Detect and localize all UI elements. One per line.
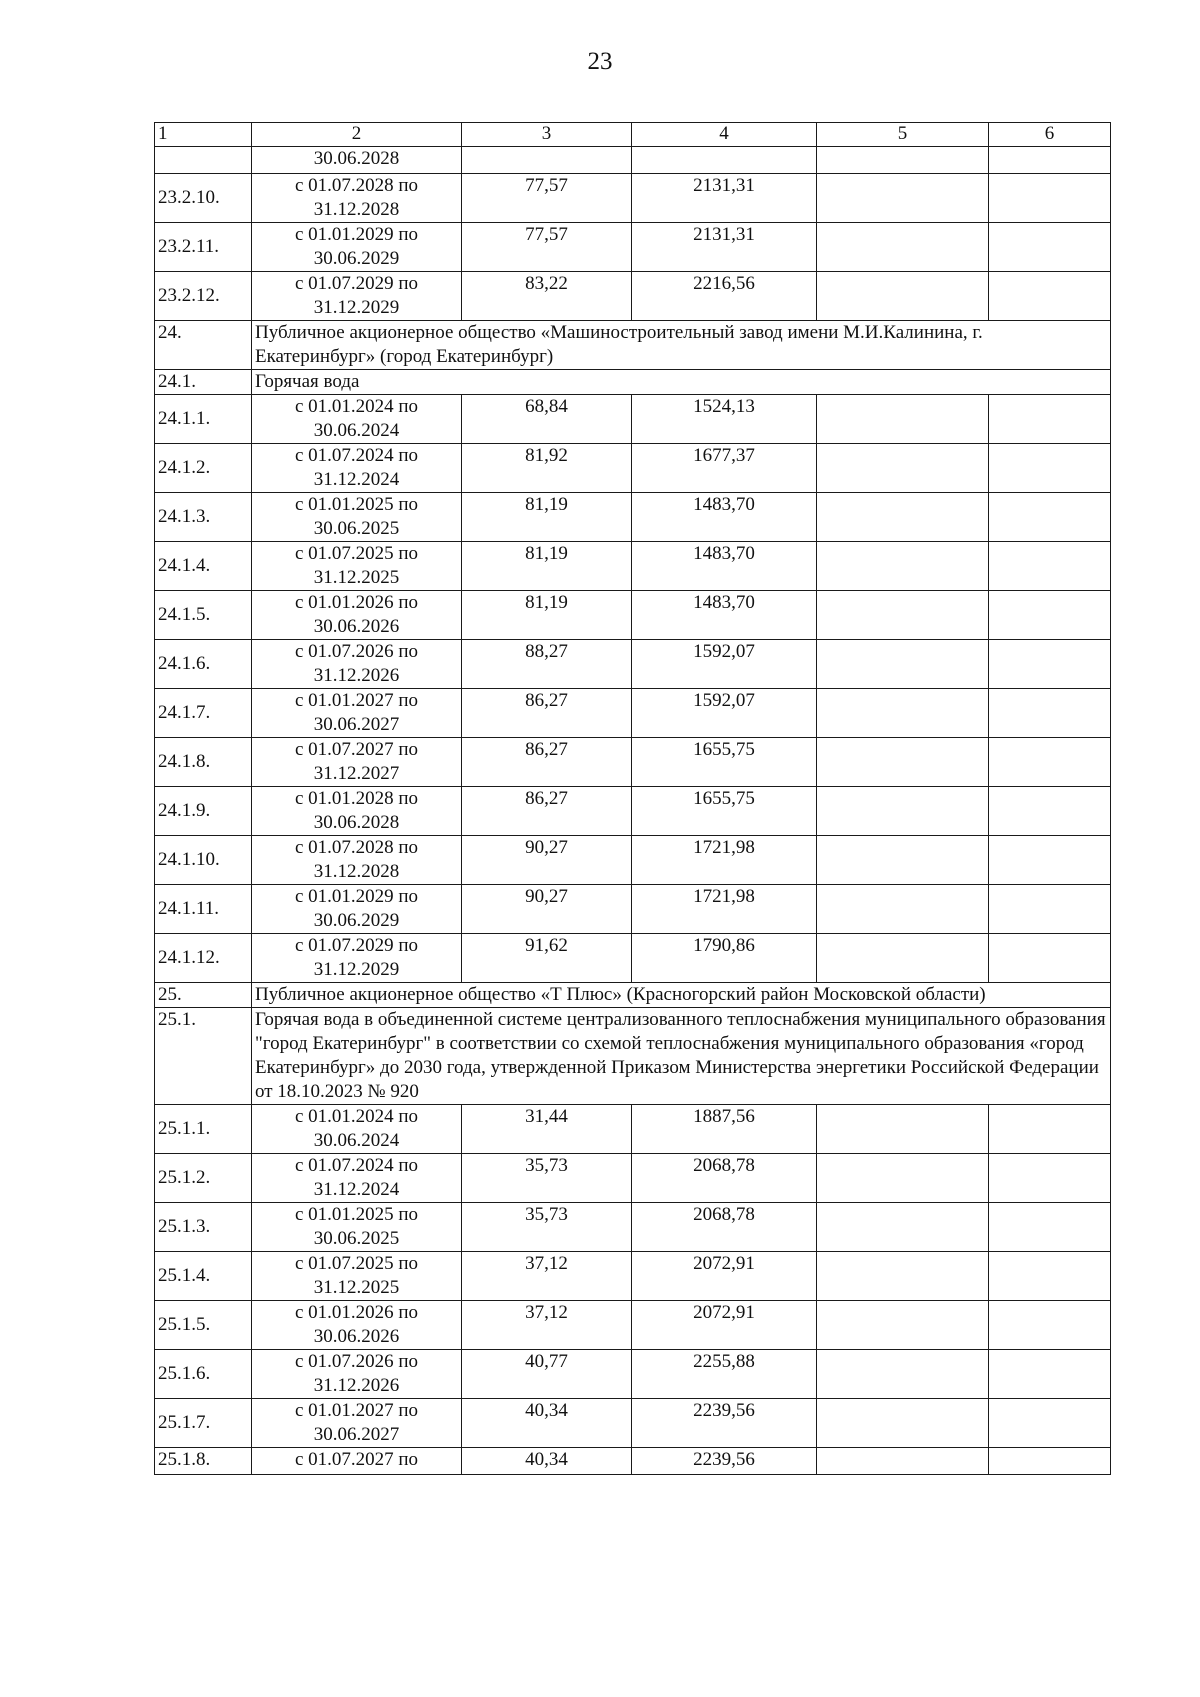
empty-cell [817, 223, 989, 272]
empty-cell [817, 147, 989, 174]
row-number-cell [155, 223, 252, 272]
value-col3: 86,27 [462, 738, 632, 787]
row-number: 24.1.5. [158, 604, 211, 625]
table-row [155, 493, 1111, 542]
empty-cell [989, 1252, 1111, 1301]
table-row [155, 272, 1111, 321]
period-cell [252, 542, 462, 591]
row-number-cell [155, 444, 252, 493]
row-number: 24.1.4. [158, 555, 211, 576]
period-end: 30.06.2027 [313, 1424, 400, 1445]
period-end: 30.06.2028 [313, 812, 400, 833]
value-col3: 77,57 [462, 223, 632, 272]
row-number-cell [155, 885, 252, 934]
section-number-cell [155, 983, 252, 1008]
table-row [155, 1252, 1111, 1301]
period-start: с 01.07.2026 по [294, 1351, 419, 1372]
value-col4: 1592,07 [632, 689, 817, 738]
value-col4: 2131,31 [632, 223, 817, 272]
period-end: 31.12.2026 [313, 1375, 400, 1396]
period-cell [252, 787, 462, 836]
table-row [155, 689, 1111, 738]
table-row [155, 738, 1111, 787]
period-end: 30.06.2026 [313, 1326, 400, 1347]
period-end: 30.06.2025 [313, 1228, 400, 1249]
value-cell [632, 147, 817, 174]
row-number-cell: 25.1.8. [155, 1448, 252, 1475]
period-cell [252, 1203, 462, 1252]
row-number-cell [155, 787, 252, 836]
row-number-cell [155, 934, 252, 983]
row-number: 24.1.12. [158, 947, 220, 968]
row-number-cell [155, 272, 252, 321]
empty-cell [817, 836, 989, 885]
empty-cell [989, 223, 1111, 272]
section-number-cell [155, 321, 252, 370]
subsection-row [155, 370, 1111, 395]
header-cell: 1 [155, 123, 252, 147]
value-col3: 31,44 [462, 1105, 632, 1154]
row-number-cell [155, 542, 252, 591]
row-number: 24.1.1. [158, 408, 211, 429]
row-number: 25.1.3. [158, 1216, 211, 1237]
period-cell [252, 1399, 462, 1448]
row-number-cell [155, 591, 252, 640]
period-start: с 01.01.2025 по [294, 494, 419, 515]
value-col3: 90,27 [462, 885, 632, 934]
table-row [155, 885, 1111, 934]
row-number-cell [155, 395, 252, 444]
period-cell [252, 223, 462, 272]
row-number: 24.1.6. [158, 653, 211, 674]
row-number-cell [155, 174, 252, 223]
empty-cell [817, 1203, 989, 1252]
tariff-table-body [155, 123, 1111, 1475]
value-col4: 1483,70 [632, 493, 817, 542]
value-col4: 1524,13 [632, 395, 817, 444]
empty-cell [817, 493, 989, 542]
empty-cell [817, 1252, 989, 1301]
empty-cell [989, 147, 1111, 174]
row-number-cell [155, 1350, 252, 1399]
value-col4: 2239,56 [632, 1399, 817, 1448]
period-end: 30.06.2029 [313, 248, 400, 269]
period-start: с 01.07.2024 по [294, 445, 419, 466]
period-cell [252, 444, 462, 493]
value-col3: 83,22 [462, 272, 632, 321]
table-row [155, 174, 1111, 223]
header-cell: 6 [989, 123, 1111, 147]
value-col3: 68,84 [462, 395, 632, 444]
empty-cell [989, 1105, 1111, 1154]
row-number: 24.1.2. [158, 457, 211, 478]
table-row [155, 1203, 1111, 1252]
empty-cell [989, 1448, 1111, 1475]
period-cell [252, 591, 462, 640]
section-number: 25.1. [158, 1009, 196, 1030]
period-end: 31.12.2029 [313, 959, 400, 980]
period-cell [252, 493, 462, 542]
section-title: Публичное акционерное общество «Машиностроительный завод имени М.И.Калинина, г. Екатеринбург» (город Екатеринбург) [252, 321, 1111, 370]
value-col4: 1483,70 [632, 542, 817, 591]
period-start: с 01.07.2025 по [294, 1253, 419, 1274]
empty-cell [817, 591, 989, 640]
table-row [155, 1154, 1111, 1203]
row-number: 23.2.10. [158, 187, 220, 208]
table-row [155, 444, 1111, 493]
row-number-cell [155, 1105, 252, 1154]
empty-cell [989, 591, 1111, 640]
value-col3: 81,19 [462, 591, 632, 640]
period-cell [252, 934, 462, 983]
section-title: Горячая вода [252, 370, 1111, 395]
period-cell [252, 174, 462, 223]
row-number-cell [155, 689, 252, 738]
header-cell: 4 [632, 123, 817, 147]
period-end: 30.06.2029 [313, 910, 400, 931]
value-col4: 1887,56 [632, 1105, 817, 1154]
period-cell [252, 1350, 462, 1399]
row-number: 25.1.4. [158, 1265, 211, 1286]
table-row [155, 787, 1111, 836]
period-cell [252, 738, 462, 787]
period-end: 31.12.2024 [313, 469, 400, 490]
row-number: 23.2.11. [158, 236, 220, 257]
empty-cell [989, 1203, 1111, 1252]
table-row [155, 836, 1111, 885]
value-col4: 2068,78 [632, 1154, 817, 1203]
empty-cell [989, 174, 1111, 223]
section-title: Публичное акционерное общество «Т Плюс» (Красногорский район Московской области) [252, 983, 1111, 1008]
empty-cell [989, 395, 1111, 444]
period-start: с 01.07.2026 по [294, 641, 419, 662]
empty-cell [817, 174, 989, 223]
value-col3: 88,27 [462, 640, 632, 689]
value-col3: 40,34 [462, 1399, 632, 1448]
empty-cell [817, 689, 989, 738]
row-number-cell [155, 836, 252, 885]
period-start: с 01.01.2028 по [294, 788, 419, 809]
empty-cell [817, 738, 989, 787]
header-row [155, 123, 1111, 147]
value-col3: 37,12 [462, 1301, 632, 1350]
table-row [155, 395, 1111, 444]
value-col4: 2072,91 [632, 1252, 817, 1301]
period-start: с 01.07.2025 по [294, 543, 419, 564]
row-number-cell [155, 1301, 252, 1350]
empty-cell [817, 934, 989, 983]
value-col4: 1483,70 [632, 591, 817, 640]
value-col4: 1721,98 [632, 836, 817, 885]
period-cell [252, 1154, 462, 1203]
tariff-table [154, 122, 1111, 1475]
value-col3: 40,34 [462, 1448, 632, 1475]
table-row [155, 1301, 1111, 1350]
value-col4: 2131,31 [632, 174, 817, 223]
period-cell [252, 1105, 462, 1154]
period-cell [252, 272, 462, 321]
empty-cell [989, 689, 1111, 738]
row-number-cell [155, 1399, 252, 1448]
value-col4: 2072,91 [632, 1301, 817, 1350]
period-end: 31.12.2025 [313, 567, 400, 588]
period-start: с 01.01.2026 по [294, 592, 419, 613]
value-col4: 1721,98 [632, 885, 817, 934]
section-number: 25. [158, 984, 182, 1005]
period-end: 31.12.2024 [313, 1179, 400, 1200]
empty-cell [817, 395, 989, 444]
empty-cell [817, 1448, 989, 1475]
period-end: 31.12.2027 [313, 763, 400, 784]
row-number: 25.1.6. [158, 1363, 211, 1384]
period-cell [252, 395, 462, 444]
row-number: 24.1.8. [158, 751, 211, 772]
period-cell: 30.06.2028 [252, 147, 462, 174]
section-number-cell [155, 370, 252, 395]
period-start: с 01.07.2024 по [294, 1155, 419, 1176]
value-col3: 40,77 [462, 1350, 632, 1399]
period-cell [252, 885, 462, 934]
empty-cell [989, 1154, 1111, 1203]
empty-cell [817, 444, 989, 493]
value-col4: 2239,56 [632, 1448, 817, 1475]
row-number-cell [155, 147, 252, 174]
value-col3: 91,62 [462, 934, 632, 983]
section-row [155, 983, 1111, 1008]
empty-cell [989, 272, 1111, 321]
period-start: с 01.07.2028 по [294, 175, 419, 196]
empty-cell [989, 542, 1111, 591]
empty-cell [989, 836, 1111, 885]
section-row [155, 321, 1111, 370]
period-cell [252, 640, 462, 689]
value-col3: 77,57 [462, 174, 632, 223]
period-end: 31.12.2028 [313, 861, 400, 882]
subsection-row [155, 1008, 1111, 1105]
period-end: 31.12.2025 [313, 1277, 400, 1298]
period-cell [252, 836, 462, 885]
empty-cell [989, 493, 1111, 542]
row-number-cell [155, 738, 252, 787]
row-number: 24.1.3. [158, 506, 211, 527]
value-col4: 1655,75 [632, 787, 817, 836]
header-cell: 5 [817, 123, 989, 147]
period-end: 31.12.2026 [313, 665, 400, 686]
period-start: с 01.01.2024 по [294, 1106, 419, 1127]
row-number: 23.2.12. [158, 285, 220, 306]
section-number: 24.1. [158, 371, 196, 392]
row-number-cell [155, 1203, 252, 1252]
row-number: 25.1.5. [158, 1314, 211, 1335]
row-number-cell [155, 640, 252, 689]
empty-cell [989, 444, 1111, 493]
value-col3: 81,19 [462, 542, 632, 591]
row-number-cell [155, 493, 252, 542]
period-end: 30.06.2025 [313, 518, 400, 539]
value-col4: 1592,07 [632, 640, 817, 689]
period-start: с 01.07.2029 по [294, 935, 419, 956]
section-number: 24. [158, 322, 182, 343]
period-cell: с 01.07.2027 по [252, 1448, 462, 1475]
period-start: с 01.01.2027 по [294, 690, 419, 711]
value-col3: 90,27 [462, 836, 632, 885]
empty-cell [817, 787, 989, 836]
value-col4: 2255,88 [632, 1350, 817, 1399]
row-number: 25.1.2. [158, 1167, 211, 1188]
value-col3: 81,19 [462, 493, 632, 542]
period-start: с 01.07.2028 по [294, 837, 419, 858]
value-col4: 1677,37 [632, 444, 817, 493]
section-number-cell [155, 1008, 252, 1105]
period-end: 30.06.2024 [313, 420, 400, 441]
empty-cell [817, 1301, 989, 1350]
period-end: 30.06.2024 [313, 1130, 400, 1151]
table-row [155, 542, 1111, 591]
table-row [155, 1350, 1111, 1399]
row-number: 25.1.7. [158, 1412, 211, 1433]
row-number-cell [155, 1154, 252, 1203]
page-number: 23 [587, 48, 613, 75]
period-end: 30.06.2027 [313, 714, 400, 735]
section-title: Горячая вода в объединенной системе централизованного теплоснабжения муниципального образования "город Екатеринбург" в соответствии со схемой теплоснабжения муниципального образования «город Екатеринбург» до 2030 года, утвержденной Приказом Министерства энергетики Российской Федерации от 18.10.2023 № 920 [252, 1008, 1111, 1105]
period-cell [252, 689, 462, 738]
table-row [155, 223, 1111, 272]
value-col3: 81,92 [462, 444, 632, 493]
table-row [155, 640, 1111, 689]
period-start: с 01.01.2024 по [294, 396, 419, 417]
row-number: 25.1.1. [158, 1118, 211, 1139]
row-number-cell [155, 1252, 252, 1301]
value-col4: 1790,86 [632, 934, 817, 983]
period-start: с 01.01.2029 по [294, 886, 419, 907]
table-row [155, 1448, 1111, 1475]
empty-cell [989, 738, 1111, 787]
period-end: 31.12.2029 [313, 297, 400, 318]
empty-cell [989, 1350, 1111, 1399]
continuation-row [155, 147, 1111, 174]
header-cell: 3 [462, 123, 632, 147]
period-end: 31.12.2028 [313, 199, 400, 220]
empty-cell [817, 640, 989, 689]
table-row [155, 591, 1111, 640]
empty-cell [817, 272, 989, 321]
empty-cell [989, 787, 1111, 836]
empty-cell [817, 885, 989, 934]
value-col3: 86,27 [462, 787, 632, 836]
period-start: с 01.07.2027 по [294, 739, 419, 760]
value-col3: 37,12 [462, 1252, 632, 1301]
table-row [155, 1105, 1111, 1154]
row-number: 24.1.10. [158, 849, 220, 870]
value-col3: 35,73 [462, 1203, 632, 1252]
value-col4: 2216,56 [632, 272, 817, 321]
row-number: 24.1.7. [158, 702, 211, 723]
period-start: с 01.01.2029 по [294, 224, 419, 245]
empty-cell [817, 1350, 989, 1399]
period-start: с 01.01.2025 по [294, 1204, 419, 1225]
value-cell [462, 147, 632, 174]
row-number: 24.1.9. [158, 800, 211, 821]
value-col4: 2068,78 [632, 1203, 817, 1252]
value-col4: 1655,75 [632, 738, 817, 787]
empty-cell [817, 1399, 989, 1448]
row-number: 24.1.11. [158, 898, 220, 919]
value-col3: 35,73 [462, 1154, 632, 1203]
value-col3: 86,27 [462, 689, 632, 738]
empty-cell [817, 1105, 989, 1154]
period-start: с 01.01.2026 по [294, 1302, 419, 1323]
period-start: с 01.07.2029 по [294, 273, 419, 294]
period-cell [252, 1252, 462, 1301]
empty-cell [817, 1154, 989, 1203]
empty-cell [989, 1399, 1111, 1448]
table-row [155, 1399, 1111, 1448]
table-row [155, 934, 1111, 983]
period-end: 30.06.2026 [313, 616, 400, 637]
period-cell [252, 1301, 462, 1350]
period-start: с 01.01.2027 по [294, 1400, 419, 1421]
header-cell: 2 [252, 123, 462, 147]
empty-cell [989, 934, 1111, 983]
empty-cell [817, 542, 989, 591]
empty-cell [989, 640, 1111, 689]
empty-cell [989, 1301, 1111, 1350]
empty-cell [989, 885, 1111, 934]
